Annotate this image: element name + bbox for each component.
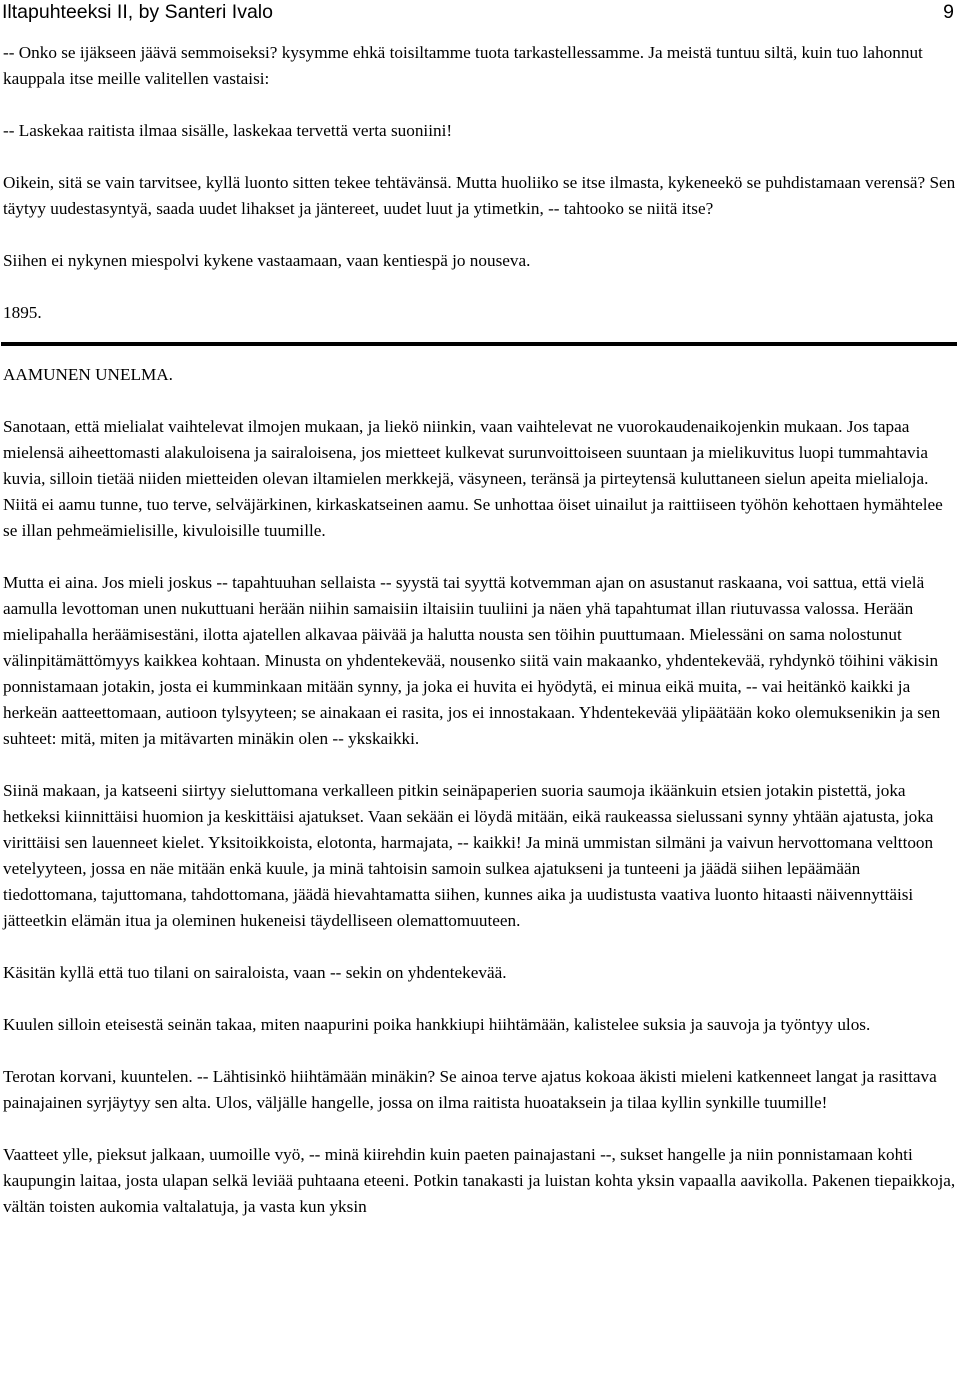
page-number: 9: [943, 1, 954, 23]
paragraph: Terotan korvani, kuuntelen. -- Lähtisinkö hiihtämään minäkin? Se ainoa terve ajatus kokoaa äkisti mieleni katkenneet langat ja rasittava painajainen syrjäytyy sen alta. Ulos, väljälle hangelle, jossa on ilma raitista huoataksein ja tilaa kyllin synkille tuumille!: [3, 1067, 937, 1112]
paragraph: Siinä makaan, ja katseeni siirtyy sieluttomana verkalleen pitkin seinäpaperien suoria saumoja ikäänkuin etsien jotakin pistettä, joka hetkeksi kiinnittäisi huomion ja keskittäisi ajatukset. Vaan sekään ei löydä mitään, eikä raukeassa sielussani synny yhtään ajatusta, joka virittäisi sen lauenneet kielet. Yksitoikkoista, elotonta, harmajata, -- kaikki! Ja minä ummistan silmäni ja vaivun hervottomana velttoon vetelyyteen, jossa en näe mitään enkä kuule, ja minä tahtoisin samoin sulkea ajatukseni ja tunteeni ja jäädä siihen lepäämään tiedottomana, tajuttomana, tahdottomana, jäädä hievahtamatta siihen, kunnes aika ja uudistusta vaativa luonto hitaasti näivennyttäisi jätteetkin elämän itua ja oleminen hukeneisi täydelliseen olemattomuuteen.: [3, 781, 934, 930]
paragraph: Käsitän kyllä että tuo tilani on sairaloista, vaan -- sekin on yhdentekevää.: [3, 963, 507, 982]
document-body: [3, 40, 957, 1246]
paragraph: Kuulen silloin eteisestä seinän takaa, miten naapurini poika hankkiupi hiihtämään, kalistelee suksia ja sauvoja ja työntyy ulos.: [3, 1015, 871, 1034]
paragraph: -- Onko se ijäkseen jäävä semmoiseksi? kysymme ehkä toisiltamme tuota tarkastellessamme. Ja meistä tuntuu siltä, kuin tuo lahonnut kauppala itse meille valitellen vastaisi:: [3, 43, 923, 88]
section-divider: [1, 342, 957, 346]
paragraph: Siihen ei nykynen miespolvi kykene vastaamaan, vaan kentiespä jo nouseva.: [3, 251, 531, 270]
paragraph: Mutta ei aina. Jos mieli joskus -- tapahtuuhan sellaista -- syystä tai syyttä kotvemman ajan on asustanut raskaana, voi sattua, että vielä aamulla levottoman unen nukuttuani herään niihin samaisiin iltaisiin tuuliini ja näen yhä tapahtumat illan riutuvassa valossa. Herään mielipahalla heräämisestäni, ilotta ajatellen alkavaa päivää ja halutta nousta sen töihin puuttumaan. Mielessäni on sama nolostunut välinpitämättömyys kaikkea kohtaan. Minusta on yhdentekevää, nousenko siitä vain makaanko, yhdentekevää, ryhdynkö töihini väkisin ponnistamaan jotakin, josta ei kumminkaan mitään synny, ja joka ei huvita ei hyödytä, ei minua eikä muita, -- vai heitänkö kaikki ja herkeän aatteettomaan, autioon tylsyyteen; se ainakaan ei rasita, jos ei innostakaan. Yhdentekevää ylipäätään koko olemuksenikin ja sen suhteet: mitä, miten ja mitävarten minäkin olen -- ykskaikki.: [3, 573, 941, 748]
header-title: Iltapuhteeksi II, by Santeri Ivalo: [2, 1, 273, 23]
paragraph: Oikein, sitä se vain tarvitsee, kyllä luonto sitten tekee tehtävänsä. Mutta huoliiko se itse ilmasta, kykeneekö se puhdistamaan verensä? Sen täytyy uudestasyntyä, saada uudet lihakset ja jäntereet, uudet luut ja ytimetkin, -- tahtooko se niitä itse?: [3, 173, 956, 218]
page-header: [2, 0, 954, 26]
paragraph: -- Laskekaa raitista ilmaa sisälle, laskekaa tervettä verta suoniini!: [3, 121, 453, 140]
date-line: 1895.: [3, 303, 42, 322]
paragraph: Sanotaan, että mielialat vaihtelevat ilmojen mukaan, ja liekö niinkin, vaan vaihtelevat ne vuorokaudenaikojenkin mukaan. Jos tapaa mielensä aiheettomasti alakuloisena ja sairaloisena, jos mietteet kulkevat surunvoittoiseen suuntaan ja mielikuvitus luopi tummahtavia kuvia, silloin tietää niiden mietteiden olevan iltamielen merkkejä, väsyneen, teränsä ja pirteytensä kuluttaneen sielun apeita mielialoja. Niitä ei aamu tunne, tuo terve, selväjärkinen, kirkaskatseinen aamu. Se unhottaa öiset uinailut ja raittiiseen työhön kehottaen hymähtelee se illan pehmeämielisille, kivuloisille tuumille.: [3, 417, 943, 540]
paragraph: Vaatteet ylle, pieksut jalkaan, uumoille vyö, -- minä kiirehdin kuin paeten painajastani --, sukset hangelle ja niin ponnistamaan kohti kaupungin laitaa, josta ulapan selkä leviää puhtaana eteeni. Potkin tanakasti ja luistan kohta yksin vapaalla aavikolla. Pakenen tiepaikkoja, vältän toisten aukomia valtalatuja, ja vasta kun yksin: [3, 1145, 956, 1216]
section-title: AAMUNEN UNELMA.: [3, 365, 173, 384]
